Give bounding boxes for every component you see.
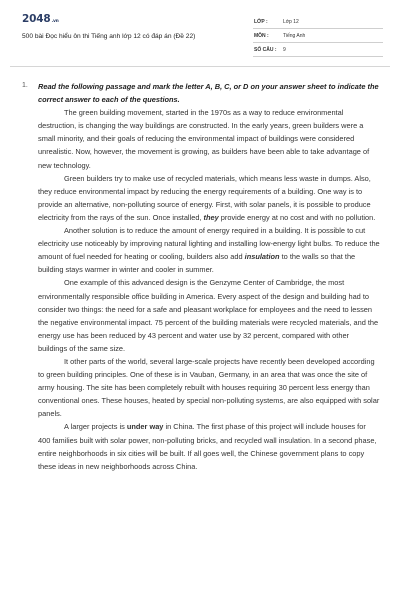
meta-key: MÔN :	[254, 33, 269, 39]
paragraph-text: Another solution is to reduce the amount of energy required in a building. It is possible to cut electricity use noticeably by improving natural lighting and installing low-energy light bulbs. To reduce the amount of fuel needed for heating or cooling, builders also add	[38, 226, 380, 262]
meta-key: SỐ CÂU :	[254, 47, 277, 53]
paragraph-text: provide energy at no cost and with no pollution.	[218, 212, 376, 222]
passage-paragraph-1: The green building movement, started in the 1970s as a way to reduce environmental destruction, is changing the way buildings are constructed. In the early years, green builders were a small minority, and their goals of reducing the environmental impact of buildings were considered unrealistic. Now, however, the movement is growing, as builders have been able to take advantage of new technology.	[38, 108, 370, 170]
meta-key: LỚP :	[254, 19, 268, 25]
paragraph-text: Green builders try to make use of recycled materials, which means less waste in dumps. Also, they reduce environmental impact by reducing the energy requirements of a building. One way is to provide an alternative, non-polluting source of energy. First, with solar panels, it is possible to produce electricity from the rays of the sun. Once installed,	[38, 173, 371, 222]
header-divider	[10, 66, 390, 67]
document-meta-table	[253, 15, 383, 57]
highlighted-phrase-under-way: under way	[126, 422, 164, 432]
document-title: 500 bài Đọc hiểu ôn thi Tiếng anh lớp 12 có đáp án (Đề 22)	[22, 33, 196, 40]
highlighted-word-they: they	[203, 212, 219, 222]
paragraph-text: in China. The first phase of this project will include houses for 400 families built with solar power, non-polluting bricks, and recycled wall insulation. In a second phase, entire neighborhoods in six cities will be built. If all goes well, the Chinese government plans to copy these ideas in new neighborhoods across China.	[38, 422, 377, 471]
logo-suffix: .vn	[51, 19, 59, 24]
meta-row-question-count	[253, 43, 383, 57]
highlighted-word-insulation: insulation	[244, 252, 280, 262]
passage-paragraph-2	[38, 172, 380, 224]
passage-paragraph-4: One example of this advanced design is the Genzyme Center of Cambridge, the most environmentally responsible office building in America. Every aspect of the design and building had to consider two things: the need for a safe and pleasant workplace for employees and the need to lessen the negative environmental impact. 75 percent of the building materials were recycled materials, and the energy use has been reduced by 43 percent and water use by 32 percent, compared with other buildings of the same size.	[38, 278, 379, 353]
meta-value: 9	[283, 47, 286, 53]
reading-passage	[38, 80, 380, 473]
meta-row-class	[253, 15, 383, 29]
meta-value: Tiếng Anh	[283, 33, 306, 39]
question-instruction: Read the following passage and mark the letter A, B, C, or D on your answer sheet to indicate the correct answer to each of the questions.	[38, 82, 379, 105]
question-number: 1.	[22, 82, 28, 89]
passage-paragraph-3	[38, 224, 380, 276]
passage-paragraph-5: It other parts of the world, several large-scale projects have recently been developed according to green building principles. One of these is in Vauban, Germany, in an area that was once the site of army housing. The site has been completely rebuilt with houses requiring 30 percent less energy than conventional ones. These houses, heated by special non-polluting systems, are also equipped with solar panels.	[38, 356, 380, 419]
passage-paragraph-6	[38, 420, 380, 472]
meta-value: Lớp 12	[283, 19, 299, 25]
paragraph-text: to the walls so that the building stays warmer in winter and cooler in summer.	[38, 252, 356, 275]
meta-row-subject	[253, 29, 383, 43]
site-logo[interactable]	[22, 13, 59, 25]
paragraph-text: A larger projects is	[64, 422, 127, 432]
logo-text: 2048	[22, 13, 51, 25]
